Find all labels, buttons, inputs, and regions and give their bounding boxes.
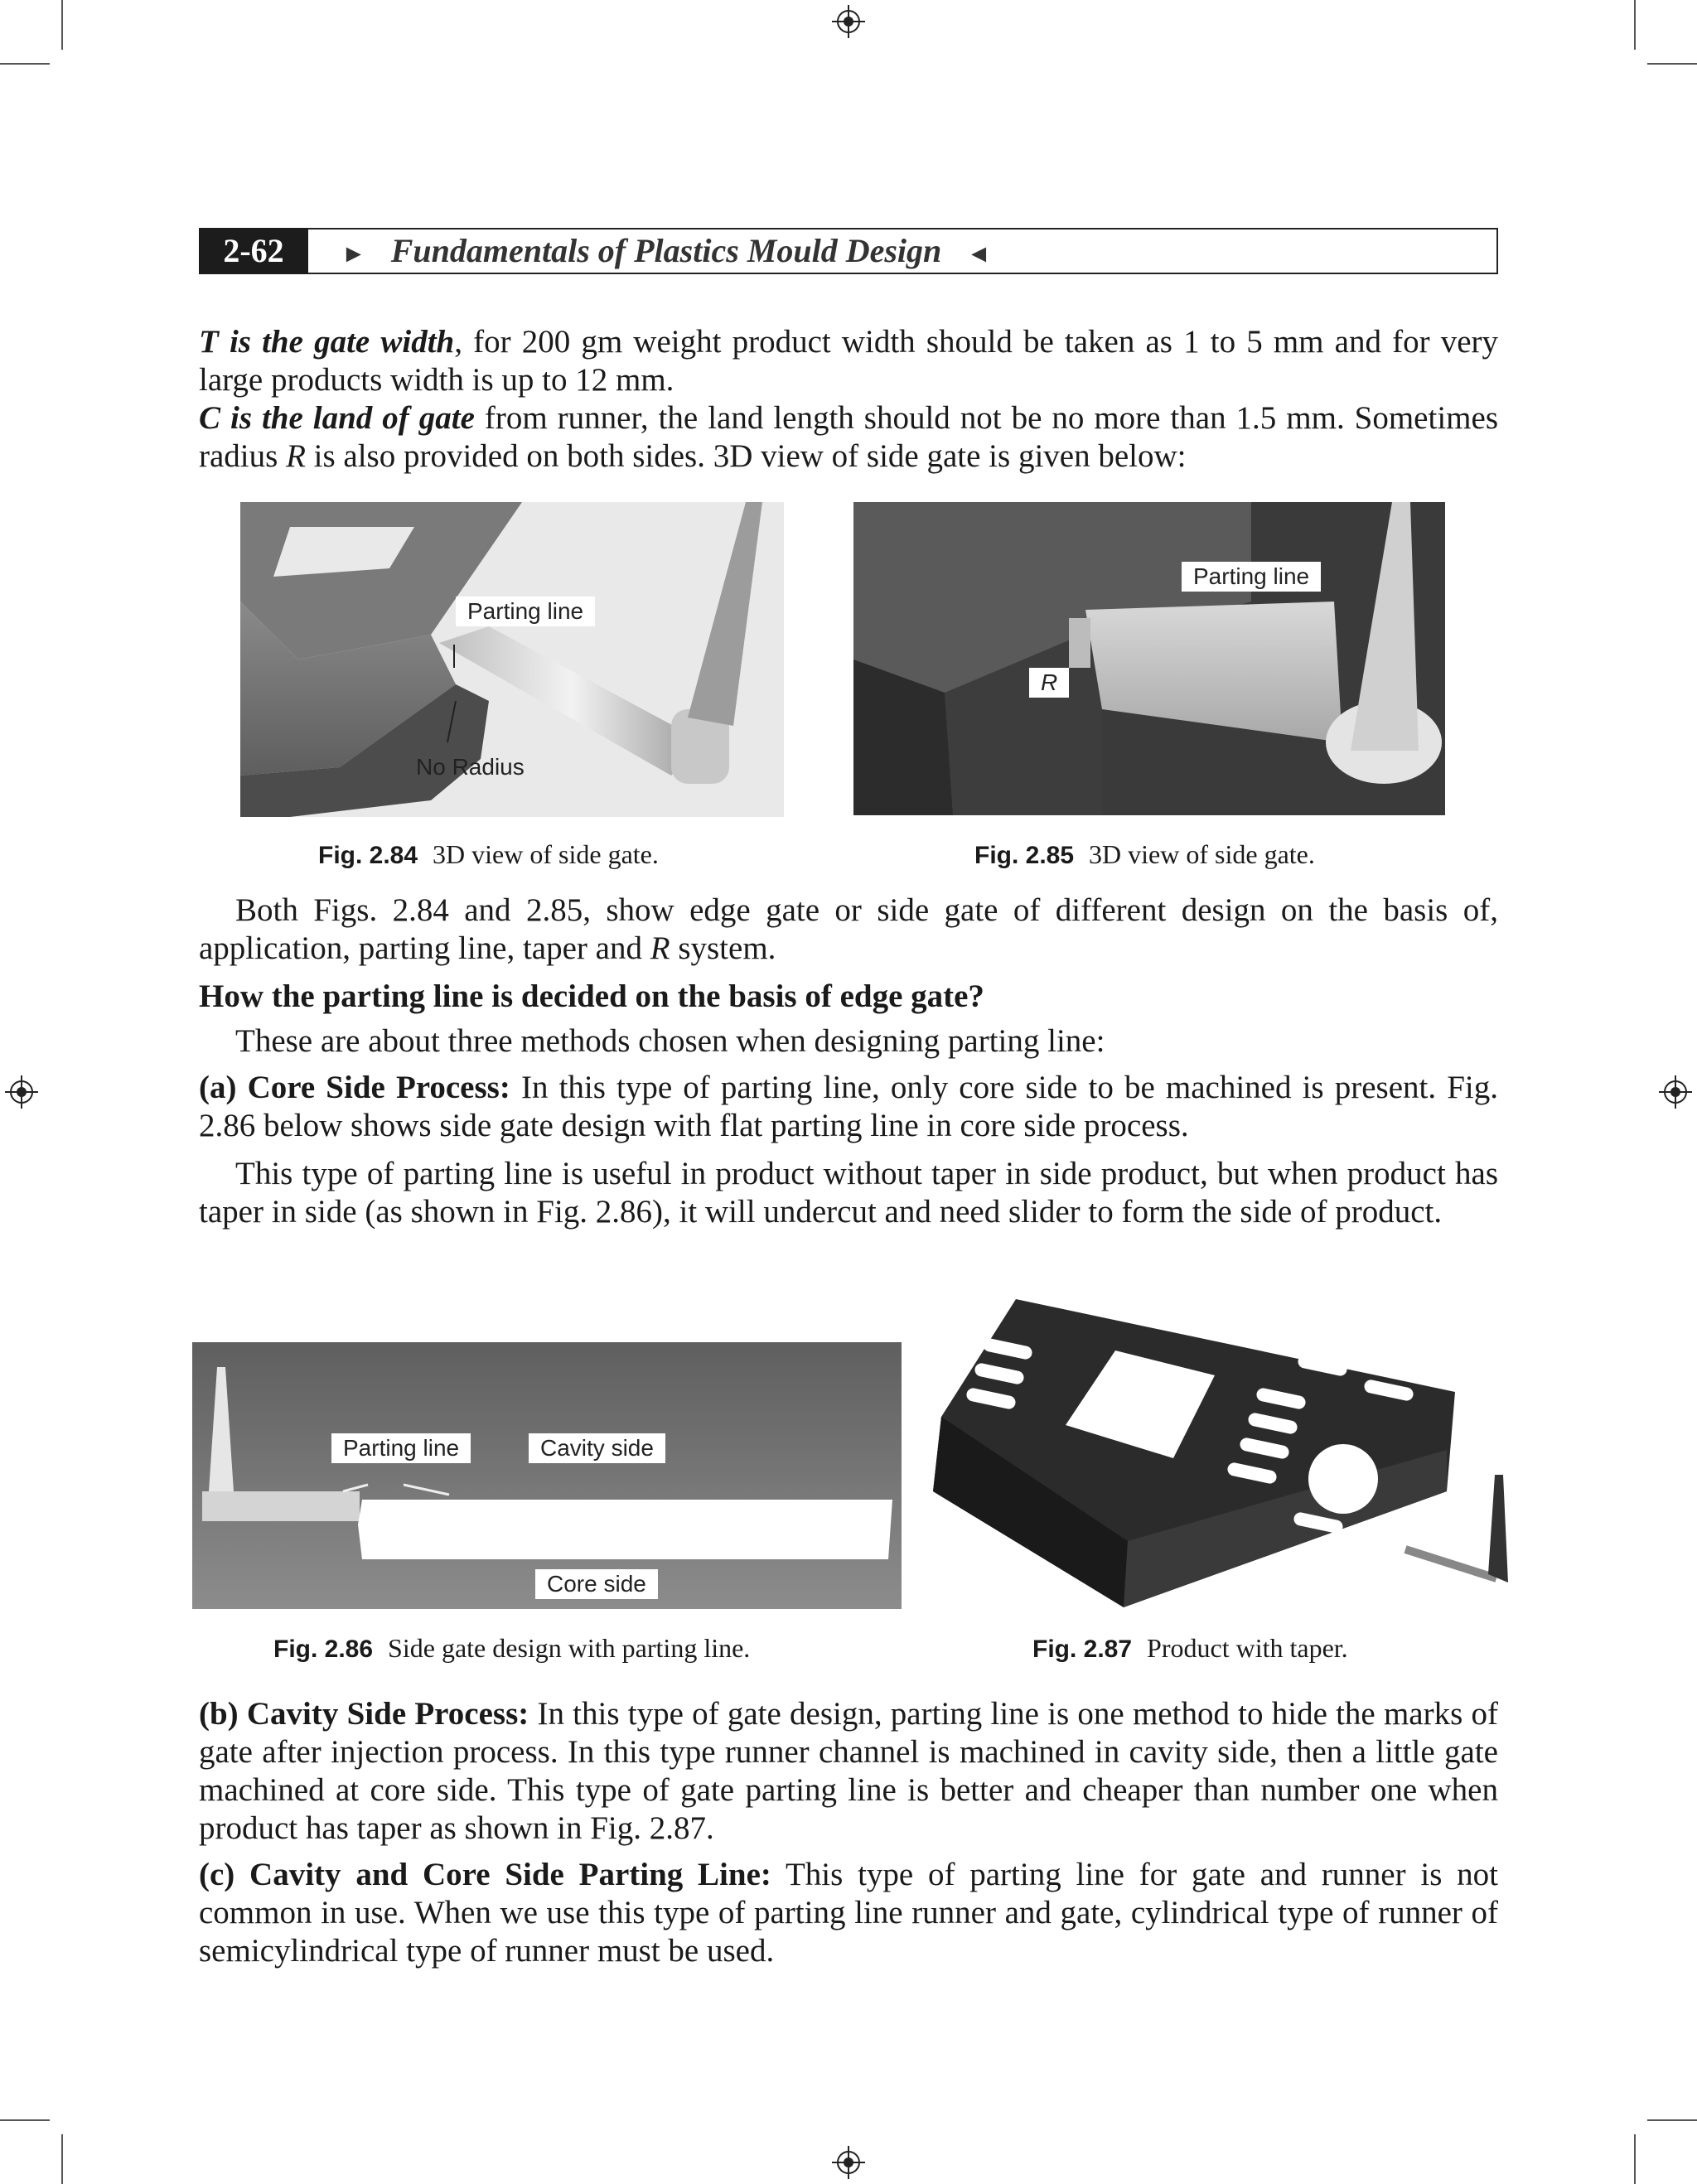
figure-2-86 (192, 1342, 902, 1609)
arrow-left-icon: ◄ (966, 239, 991, 268)
side-gate-radius-3d-illustration (853, 502, 1445, 815)
caption-fig-2-86 (273, 1633, 750, 1664)
section-heading: How the parting line is decided on the basis of edge gate? (199, 978, 984, 1014)
caption-text: 3D view of side gate. (433, 839, 659, 869)
crop-mark (1634, 2134, 1636, 2184)
crop-mark (61, 0, 63, 50)
figure-number: Fig. 2.86 (273, 1636, 374, 1663)
paragraph-gate-width (199, 323, 1498, 399)
paragraph-both-figs (199, 891, 1498, 968)
label-cavity-side: Cavity side (529, 1433, 665, 1463)
symbol-r: R (650, 930, 670, 966)
label-parting-line: Parting line (331, 1433, 471, 1463)
figure-2-87 (925, 1293, 1510, 1611)
caption-fig-2-85 (974, 839, 1315, 870)
crop-mark (1647, 2119, 1697, 2121)
method-b-title: (b) Cavity Side Process: (199, 1696, 529, 1732)
registration-mark-icon (1659, 1075, 1692, 1109)
arrow-right-icon: ► (341, 239, 366, 268)
text: Both Figs. 2.84 and 2.85, show edge gate or side gate of different design on the basis of, application, parting line, taper and (199, 892, 1498, 966)
text: system. (670, 930, 776, 966)
book-title (341, 230, 991, 273)
label-core-side: Core side (535, 1569, 658, 1599)
term-gate-width: T is the gate width (199, 324, 455, 360)
method-c-title: (c) Cavity and Core Side Parting Line: (199, 1857, 771, 1892)
label-parting-line: Parting line (456, 597, 595, 626)
term-land-of-gate: C is the land of gate (199, 400, 475, 436)
label-r: R (1029, 668, 1069, 698)
crop-mark (1647, 63, 1697, 65)
caption-fig-2-87 (1032, 1633, 1348, 1664)
crop-mark (1634, 0, 1636, 50)
tapered-product-illustration (925, 1293, 1510, 1611)
crop-mark (0, 2119, 50, 2121)
paragraph-core-side-process (199, 1069, 1498, 1145)
paragraph-undercut: This type of parting line is useful in product without taper in side product, but when product has taper in side (as shown in Fig. 2.86), it will undercut and need slider to form the side of product. (199, 1156, 1498, 1230)
paragraph-three-methods: These are about three methods chosen when designing parting line: (235, 1023, 1105, 1059)
figure-2-84 (240, 502, 784, 817)
label-parting-line: Parting line (1182, 562, 1321, 592)
paragraph-cavity-core-parting-line (199, 1856, 1498, 1970)
figure-number: Fig. 2.87 (1032, 1636, 1133, 1663)
figure-number: Fig. 2.84 (318, 842, 418, 869)
text: In this type of gate design, parting line is one method to hide the marks of gate after injection process. In this type runner channel is machined in cavity side, then a little gate machined at core side. This type of gate parting line is better and cheaper than number one when product has taper as shown in Fig. 2.87. (199, 1696, 1498, 1846)
book-title-text: Fundamentals of Plastics Mould Design (390, 232, 942, 269)
text: from runner, the land length should not be no more than 1.5 mm. Sometimes radius (199, 400, 1498, 474)
caption-fig-2-84 (318, 839, 659, 870)
page-number: 2-62 (199, 228, 308, 274)
figure-number: Fig. 2.85 (974, 842, 1075, 869)
caption-text: 3D view of side gate. (1089, 839, 1315, 869)
symbol-r: R (286, 438, 306, 474)
label-no-radius: No Radius (416, 754, 525, 780)
paragraph-cavity-side-process (199, 1695, 1498, 1848)
registration-mark-icon (5, 1075, 38, 1109)
text: is also provided on both sides. 3D view of side gate is given below: (305, 438, 1187, 474)
caption-text: Product with taper. (1147, 1633, 1348, 1663)
text: In this type of parting line, only core side to be machined is present. Fig. 2.86 below shows side gate design with flat parting line in core side process. (199, 1070, 1498, 1143)
caption-text: Side gate design with parting line. (388, 1633, 751, 1663)
registration-mark-icon (832, 5, 865, 38)
text: This type of parting line for gate and runner is not common in use. When we use this type of parting line runner and gate, cylindrical type of runner of semicylindrical type of runner must be used. (199, 1857, 1498, 1969)
text: , for 200 gm weight product width should be taken as 1 to 5 mm and for very large products width is up to 12 mm. (199, 324, 1498, 398)
figure-2-85 (853, 502, 1445, 815)
crop-mark (0, 63, 50, 65)
running-header (199, 228, 1498, 274)
method-a-title: (a) Core Side Process: (199, 1070, 510, 1105)
crop-mark (61, 2134, 63, 2184)
paragraph-land-of-gate (199, 399, 1498, 476)
registration-mark-icon (832, 2146, 865, 2179)
